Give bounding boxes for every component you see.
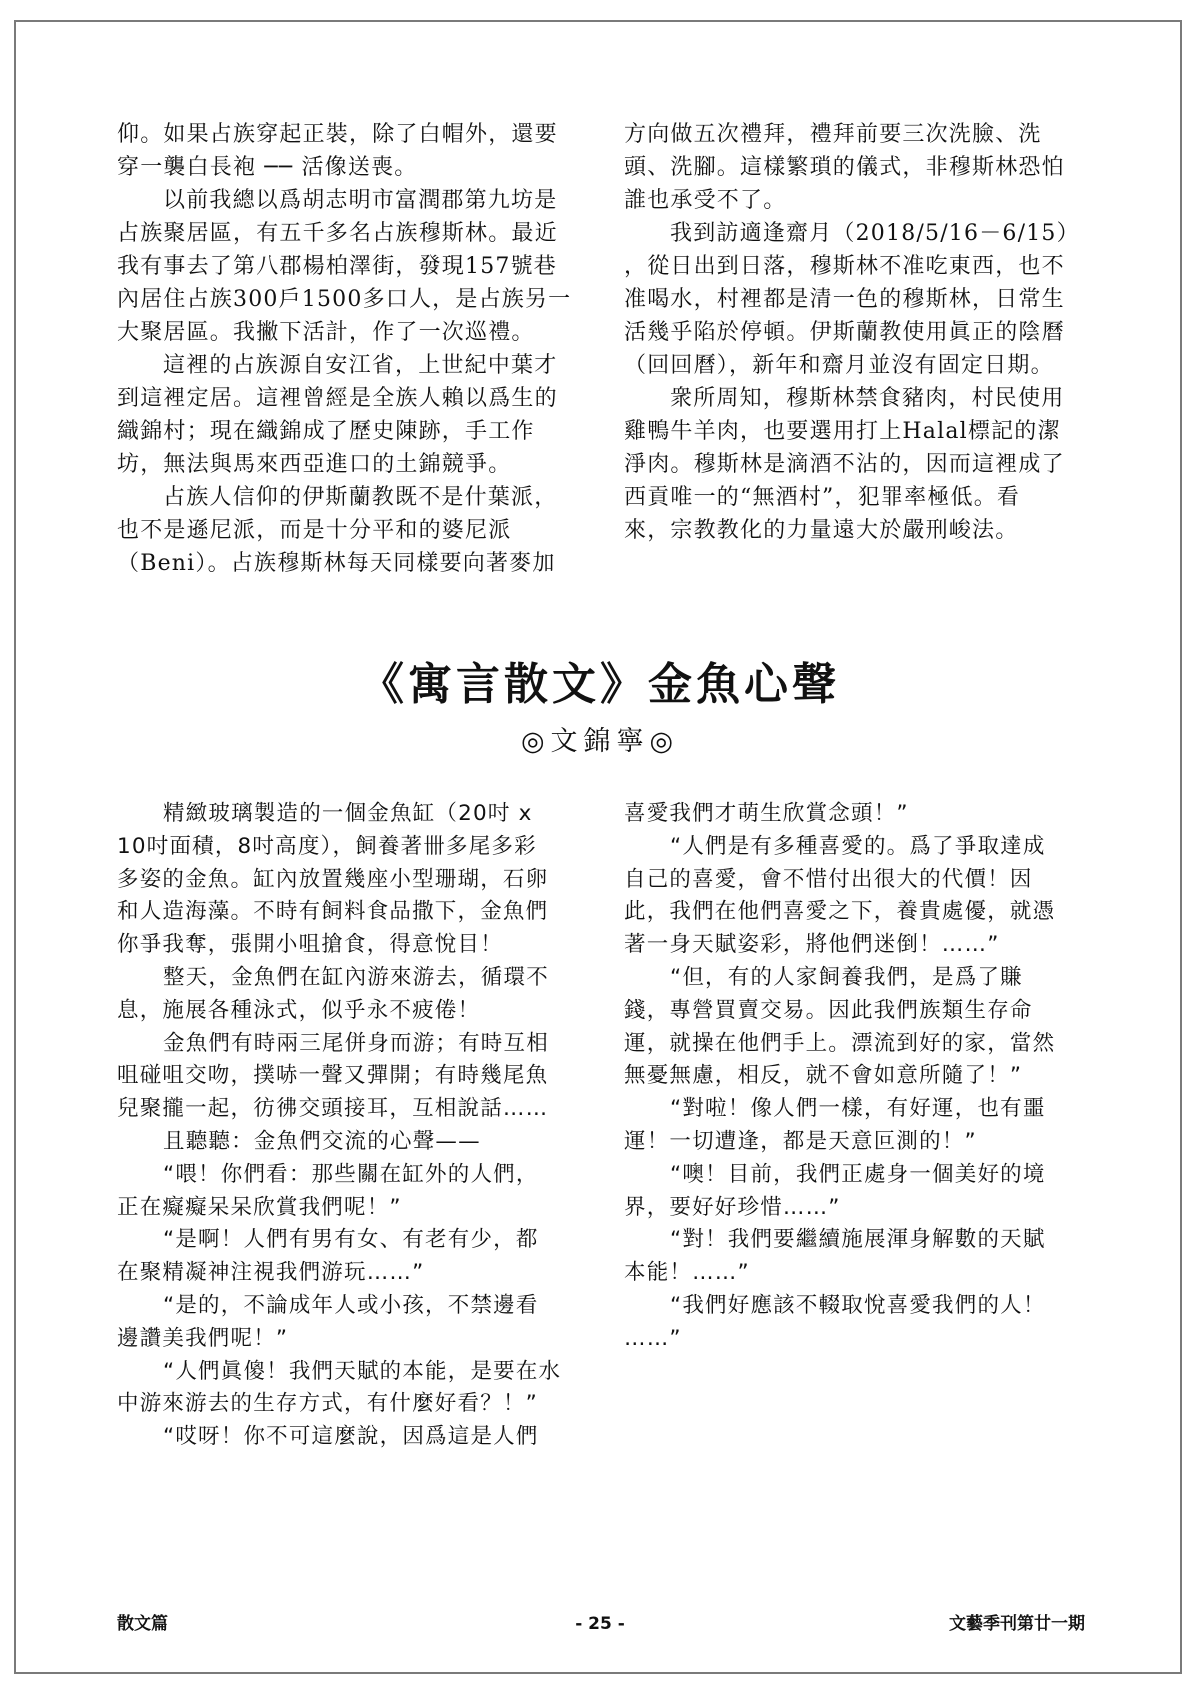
text-line: “是啊！人們有男有女、有老有少，都 — [163, 1227, 539, 1253]
text-line: 准喝水，村裡都是清一色的穆斯林，日常生 — [624, 287, 1065, 312]
text-line: “哎呀！你不可這麼說，因爲這是人們 — [163, 1424, 539, 1450]
text-line: “人們眞傻！我們天賦的本能，是要在水 — [163, 1358, 562, 1384]
text-line: 淨肉。穆斯林是滴酒不沾的，因而這裡成了 — [624, 452, 1065, 477]
text-line: 此，我們在他們喜愛之下，養貴處優，就憑 — [624, 899, 1056, 925]
text-line: 著一身天賦姿彩，將他們迷倒！……” — [624, 932, 1000, 958]
text-line: ，從日出到日落，穆斯林不准吃東西，也不 — [624, 254, 1065, 279]
text-line: （回回曆），新年和齋月並沒有固定日期。 — [624, 353, 1054, 378]
text-line: 精緻玻璃製造的一個金魚缸（20吋 x — [163, 801, 533, 826]
text-line: 咀碰咀交吻，撲哧一聲又彈開；有時幾尾魚 — [117, 1063, 549, 1089]
text-line: 正在癡癡呆呆欣賞我們呢！” — [117, 1194, 402, 1220]
lower-right-column — [624, 798, 1094, 1356]
text-line: 息，施展各種泳式，似乎永不疲倦！ — [117, 997, 481, 1023]
text-line: 邊讚美我們呢！” — [117, 1325, 289, 1351]
text-line: “但，有的人家飼養我們，是爲了賺 — [670, 964, 1023, 990]
text-line: “對！我們要繼續施展渾身解數的天賦 — [670, 1227, 1046, 1253]
lower-left-column — [117, 798, 587, 1454]
text-line: 金魚們有時兩三尾併身而游；有時互相 — [163, 1030, 549, 1056]
text-line: 西貢唯一的“無酒村”，犯罪率極低。看 — [624, 485, 1021, 510]
text-line: 無憂無慮，相反，就不會如意所隨了！” — [624, 1063, 1023, 1089]
text-line: “人們是有多種喜愛的。爲了爭取達成 — [670, 833, 1046, 859]
text-line: 我到訪適逢齋月（2018/5/16－6/15） — [670, 221, 1080, 246]
text-line: “我們好應該不輟取悅喜愛我們的人！ — [670, 1292, 1046, 1318]
upper-right-column — [624, 118, 1094, 547]
text-line: 我有事去了第八郡楊柏澤街，發現157號巷 — [117, 254, 557, 279]
text-line: “噢！目前，我們正處身一個美好的境 — [670, 1161, 1046, 1187]
text-line: 頭、洗腳。這樣繁瑣的儀式，非穆斯林恐怕 — [624, 155, 1065, 180]
footer-page-number: - 25 - — [575, 1614, 625, 1634]
text-line: 大聚居區。我撇下活計，作了一次巡禮。 — [117, 320, 535, 345]
text-line: 且聽聽：金魚們交流的心聲—— — [163, 1128, 481, 1154]
text-line: 也不是遜尼派，而是十分平和的婆尼派 — [117, 518, 512, 543]
footer-publication: 文藝季刊第廿一期 — [949, 1614, 1085, 1634]
text-line: 界，要好好珍惜……” — [624, 1194, 841, 1220]
text-line: 穿一襲白長袍 ── 活像送喪。 — [117, 155, 418, 180]
text-line: 誰也承受不了。 — [624, 188, 787, 213]
text-line: 多姿的金魚。缸內放置幾座小型珊瑚，石卵 — [117, 866, 549, 892]
text-line: 錢，專營買賣交易。因此我們族類生存命 — [624, 997, 1033, 1023]
text-line: 仰。如果占族穿起正裝，除了白帽外，還要 — [117, 122, 558, 147]
article-author: ◎文錦寧◎ — [520, 726, 680, 757]
text-line: 內居住占族300戶1500多口人，是占族另一 — [117, 287, 572, 312]
text-line: 和人造海藻。不時有飼料食品撒下，金魚們 — [117, 899, 549, 925]
text-line: 來，宗教教化的力量遠大於嚴刑峻法。 — [624, 518, 1019, 543]
footer-section-label: 散文篇 — [117, 1614, 168, 1634]
text-line: ……” — [624, 1325, 682, 1351]
text-line: 占族聚居區，有五千多名占族穆斯林。最近 — [117, 221, 558, 246]
text-line: “是的，不論成年人或小孩，不禁邊看 — [163, 1292, 539, 1318]
text-line: 中游來游去的生存方式，有什麼好看？！” — [117, 1391, 538, 1417]
text-line: 10吋面積，8吋高度），飼養著卌多尾多彩 — [117, 833, 537, 859]
text-line: 運！一切遭逢，都是天意叵測的！” — [624, 1128, 977, 1154]
text-line: 運，就操在他們手上。漂流到好的家，當然 — [624, 1030, 1056, 1056]
text-line: （Beni）。占族穆斯林每天同樣要向著麥加 — [117, 551, 556, 576]
text-line: 到這裡定居。這裡曾經是全族人賴以爲生的 — [117, 386, 558, 411]
text-line: 兒聚攏一起，彷彿交頭接耳，互相說話…… — [117, 1096, 549, 1122]
text-line: 以前我總以爲胡志明市富潤郡第九坊是 — [163, 188, 558, 213]
upper-left-column — [117, 118, 587, 580]
text-line: 在聚精凝神注視我們游玩……” — [117, 1260, 425, 1286]
text-line: 整天，金魚們在缸內游來游去，循環不 — [163, 964, 549, 990]
text-line: 本能！……” — [624, 1260, 750, 1286]
article-title: 《寓言散文》金魚心聲 — [360, 659, 840, 710]
text-line: 喜愛我們才萌生欣賞念頭！” — [624, 801, 909, 826]
text-line: “對啦！像人們一樣，有好運，也有噩 — [670, 1096, 1046, 1122]
text-line: 自己的喜愛，會不惜付出很大的代價！因 — [624, 866, 1033, 892]
text-line: 衆所周知，穆斯林禁食豬肉，村民使用 — [670, 386, 1065, 411]
text-line: 方向做五次禮拜，禮拜前要三次洗臉、洗 — [624, 122, 1042, 147]
text-line: 活幾乎陷於停頓。伊斯蘭教使用眞正的陰曆 — [624, 320, 1065, 345]
text-line: 你爭我奪，張開小咀搶食，得意悅目！ — [117, 932, 503, 958]
text-line: “喂！你們看：那些關在缸外的人們， — [163, 1161, 539, 1187]
text-line: 占族人信仰的伊斯蘭教既不是什葉派， — [163, 485, 558, 510]
text-line: 這裡的占族源自安江省，上世紀中葉才 — [163, 353, 558, 378]
text-line: 坊，無法與馬來西亞進口的土錦競爭。 — [117, 452, 512, 477]
text-line: 織錦村；現在織錦成了歷史陳跡，手工作 — [117, 419, 535, 444]
text-line: 雞鴨牛羊肉，也要選用打上Halal標記的潔 — [624, 419, 1061, 444]
